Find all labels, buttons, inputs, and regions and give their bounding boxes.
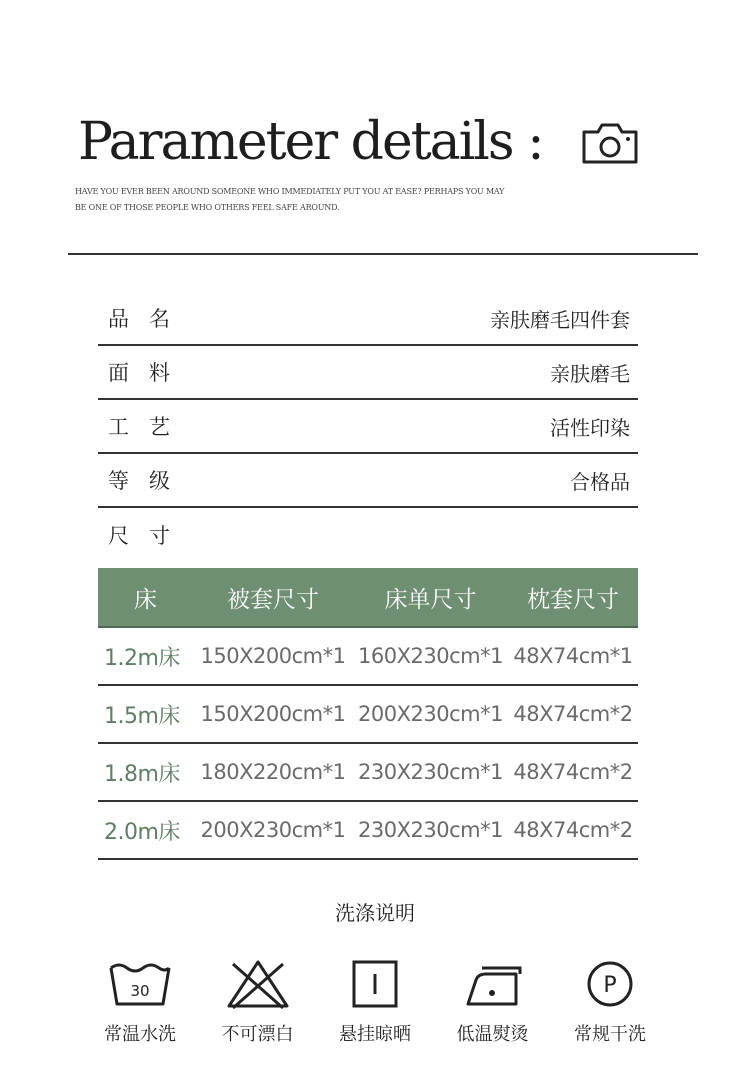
param-row-fabric	[98, 346, 638, 400]
care-label: 常温水洗	[104, 1024, 176, 1045]
cell-duvet: 180X220cm*1	[200, 760, 346, 784]
cell-bed: 2.0m床	[104, 819, 180, 845]
cell-sheet: 160X230cm*1	[358, 644, 503, 668]
column-header-bed: 床	[134, 586, 157, 613]
param-value: 亲肤磨毛	[550, 361, 630, 386]
parameter-list	[98, 292, 638, 562]
cell-sheet: 230X230cm*1	[358, 818, 503, 842]
cell-sheet: 230X230cm*1	[358, 760, 503, 784]
param-row-name	[98, 292, 638, 346]
cell-sheet: 200X230cm*1	[358, 702, 503, 726]
wash-30-icon	[105, 958, 175, 1010]
size-table	[98, 568, 638, 860]
care-label: 悬挂晾晒	[339, 1024, 411, 1045]
care-item-bleach	[208, 958, 308, 1046]
cell-duvet: 150X200cm*1	[200, 644, 346, 668]
care-instructions	[90, 958, 660, 1046]
param-key: 等级	[108, 469, 190, 493]
cell-bed: 1.2m床	[104, 645, 180, 671]
header-divider	[68, 253, 698, 255]
param-key: 面料	[108, 361, 190, 385]
param-key: 品名	[108, 307, 190, 331]
no-bleach-icon	[223, 958, 293, 1010]
cell-pillowcase: 48X74cm*1	[513, 644, 633, 668]
title-block	[78, 112, 543, 172]
column-header-pillowcase: 枕套尺寸	[527, 586, 619, 613]
cell-duvet: 150X200cm*1	[200, 702, 346, 726]
param-row-size	[98, 508, 638, 562]
tagline: HAVE YOU EVER BEEN AROUND SOMEONE WHO IMMEDIATELY PUT YOU AT EASE? PERHAPS YOU MAY BE ONE OF THOSE PEOPLE WHO OTHERS FEEL SAFE AROUND.	[75, 187, 505, 212]
header	[0, 0, 750, 260]
hang-dry-icon	[340, 958, 410, 1010]
care-item-wash	[90, 958, 190, 1046]
page-title: Parameter details :	[78, 112, 543, 172]
care-label: 不可漂白	[221, 1024, 294, 1045]
cell-pillowcase: 48X74cm*2	[513, 818, 633, 842]
cell-pillowcase: 48X74cm*2	[513, 702, 633, 726]
low-iron-icon	[458, 958, 528, 1010]
dry-clean-symbol: P	[603, 973, 617, 998]
care-label: 常规干洗	[574, 1024, 646, 1045]
care-item-dryclean	[560, 958, 660, 1046]
column-header-sheet: 床单尺寸	[384, 586, 477, 613]
table-row	[98, 802, 638, 860]
param-key: 尺寸	[108, 524, 190, 548]
care-instructions-title: 洗涤说明	[335, 901, 415, 925]
table-row	[98, 744, 638, 802]
dry-clean-p-icon	[575, 958, 645, 1010]
cell-duvet: 200X230cm*1	[200, 818, 346, 842]
param-value: 合格品	[570, 469, 630, 494]
care-label: 低温熨烫	[456, 1024, 529, 1045]
camera-icon	[580, 120, 640, 166]
cell-bed: 1.5m床	[104, 703, 180, 729]
table-row	[98, 628, 638, 686]
cell-bed: 1.8m床	[104, 761, 180, 787]
param-value: 活性印染	[550, 415, 630, 440]
care-item-iron	[443, 958, 543, 1046]
param-value: 亲肤磨毛四件套	[490, 307, 630, 332]
param-row-craft	[98, 400, 638, 454]
table-row	[98, 686, 638, 744]
param-key: 工艺	[108, 415, 190, 439]
column-header-duvet: 被套尺寸	[227, 586, 319, 613]
param-row-grade	[98, 454, 638, 508]
cell-pillowcase: 48X74cm*2	[513, 760, 633, 784]
care-item-dry	[325, 958, 425, 1046]
wash-temp-label: 30	[130, 982, 150, 1000]
table-header	[98, 568, 638, 628]
